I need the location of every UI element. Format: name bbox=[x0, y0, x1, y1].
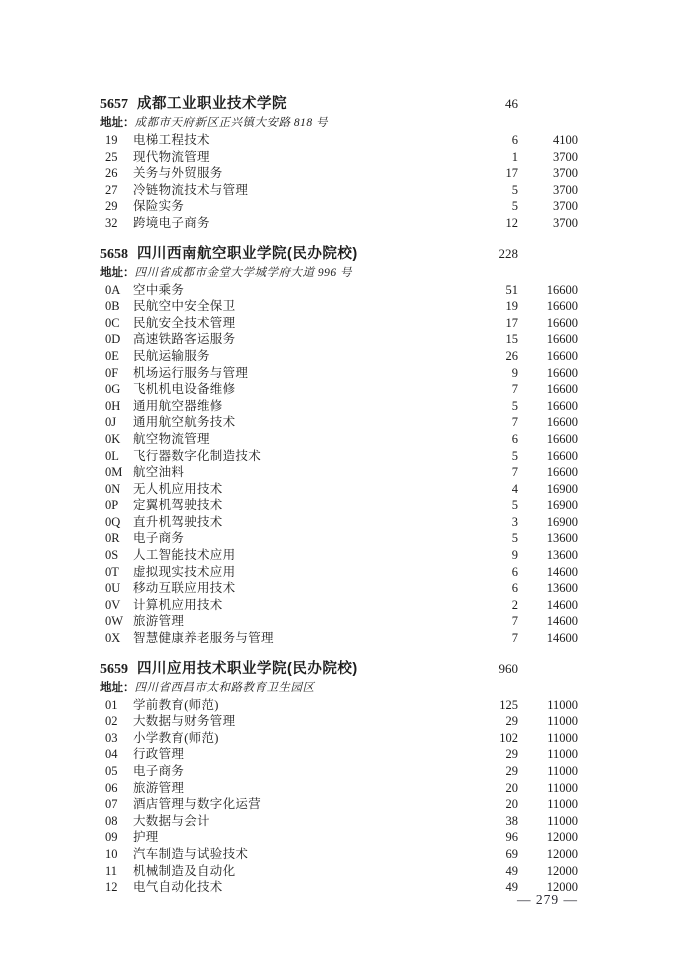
address-line bbox=[100, 265, 578, 282]
major-code: 0B bbox=[105, 299, 120, 314]
document-page bbox=[100, 94, 578, 908]
major-fee: 11000 bbox=[547, 780, 578, 795]
major-count: 7 bbox=[511, 465, 518, 480]
major-fee: 11000 bbox=[547, 747, 578, 762]
major-code: 0W bbox=[105, 614, 124, 629]
major-row bbox=[100, 514, 578, 531]
major-fee: 16600 bbox=[546, 282, 578, 297]
major-row bbox=[100, 630, 578, 647]
major-count: 29 bbox=[505, 764, 518, 778]
major-name: 航空油料 bbox=[133, 465, 185, 480]
major-code: 32 bbox=[105, 215, 118, 230]
major-count: 102 bbox=[499, 730, 518, 745]
major-row bbox=[100, 497, 578, 514]
address-label: 地址： bbox=[100, 117, 135, 129]
major-count: 5 bbox=[511, 398, 518, 413]
address-line bbox=[100, 115, 578, 132]
major-fee: 16600 bbox=[546, 332, 578, 347]
major-row bbox=[100, 149, 578, 166]
major-fee: 16600 bbox=[546, 382, 578, 397]
major-row bbox=[100, 315, 578, 332]
major-fee: 14600 bbox=[546, 597, 578, 612]
major-fee: 16900 bbox=[546, 481, 578, 496]
major-fee: 16600 bbox=[546, 315, 578, 330]
major-name: 计算机应用技术 bbox=[133, 597, 223, 612]
major-name: 定翼机驾驶技术 bbox=[133, 498, 223, 513]
major-code: 0V bbox=[105, 597, 121, 612]
major-fee: 14600 bbox=[546, 564, 578, 579]
major-row bbox=[100, 763, 578, 780]
major-code: 25 bbox=[105, 149, 118, 164]
major-count: 26 bbox=[505, 348, 518, 363]
major-row bbox=[100, 730, 578, 747]
major-code: 11 bbox=[105, 863, 118, 878]
major-row bbox=[100, 448, 578, 465]
major-count: 1 bbox=[511, 149, 518, 164]
major-code: 12 bbox=[105, 880, 118, 895]
section bbox=[100, 659, 578, 896]
major-name: 小学教育(师范) bbox=[133, 730, 219, 745]
major-count: 49 bbox=[505, 863, 518, 878]
major-fee: 3700 bbox=[553, 199, 578, 214]
major-code: 05 bbox=[105, 764, 118, 778]
major-fee: 11000 bbox=[547, 813, 578, 828]
major-fee: 4100 bbox=[553, 133, 578, 147]
major-code: 03 bbox=[105, 730, 118, 745]
major-count: 15 bbox=[505, 332, 518, 347]
major-row bbox=[100, 613, 578, 630]
major-fee: 14600 bbox=[546, 631, 578, 646]
major-count: 17 bbox=[505, 315, 518, 330]
major-row bbox=[100, 365, 578, 382]
major-row bbox=[100, 580, 578, 597]
section-name: 成都工业职业技术学院 bbox=[137, 96, 287, 112]
major-count: 6 bbox=[511, 431, 518, 446]
major-fee: 11000 bbox=[547, 797, 578, 812]
major-row bbox=[100, 431, 578, 448]
major-name: 无人机应用技术 bbox=[133, 481, 223, 496]
major-name: 学前教育(师范) bbox=[133, 697, 219, 712]
major-fee: 12000 bbox=[546, 830, 578, 845]
major-code: 29 bbox=[105, 199, 118, 214]
major-code: 01 bbox=[105, 697, 118, 712]
major-fee: 14600 bbox=[546, 614, 578, 629]
major-row bbox=[100, 713, 578, 730]
major-count: 7 bbox=[511, 614, 518, 629]
major-row bbox=[100, 381, 578, 398]
major-name: 民航运输服务 bbox=[133, 348, 210, 363]
major-fee: 16900 bbox=[546, 514, 578, 529]
major-fee: 12000 bbox=[546, 846, 578, 861]
major-name: 智慧健康养老服务与管理 bbox=[133, 631, 274, 646]
major-fee: 16900 bbox=[546, 498, 578, 513]
major-fee: 16600 bbox=[546, 348, 578, 363]
major-code: 0E bbox=[105, 348, 119, 363]
major-count: 7 bbox=[511, 382, 518, 397]
major-count: 3 bbox=[511, 514, 518, 529]
major-count: 4 bbox=[511, 481, 518, 496]
major-code: 07 bbox=[105, 797, 118, 812]
major-row bbox=[100, 331, 578, 348]
major-count: 7 bbox=[511, 631, 518, 646]
major-name: 护理 bbox=[133, 830, 159, 845]
major-count: 5 bbox=[511, 182, 518, 197]
major-code: 04 bbox=[105, 747, 118, 762]
major-name: 电子商务 bbox=[133, 764, 185, 778]
major-code: 0Q bbox=[105, 514, 121, 529]
major-name: 跨境电子商务 bbox=[133, 215, 210, 230]
section-total: 46 bbox=[505, 96, 518, 111]
major-name: 电子商务 bbox=[133, 531, 185, 546]
major-fee: 3700 bbox=[553, 166, 578, 181]
major-name: 现代物流管理 bbox=[133, 149, 210, 164]
major-row bbox=[100, 182, 578, 199]
major-count: 38 bbox=[505, 813, 518, 828]
major-name: 大数据与会计 bbox=[133, 813, 210, 828]
major-name: 大数据与财务管理 bbox=[133, 714, 236, 729]
major-row bbox=[100, 746, 578, 763]
major-row bbox=[100, 879, 578, 896]
major-code: 0R bbox=[105, 531, 120, 546]
major-count: 29 bbox=[505, 714, 518, 729]
major-name: 直升机驾驶技术 bbox=[133, 514, 223, 529]
major-code: 06 bbox=[105, 780, 118, 795]
major-count: 6 bbox=[511, 133, 518, 147]
major-row bbox=[100, 165, 578, 182]
major-count: 5 bbox=[511, 498, 518, 513]
major-count: 20 bbox=[505, 797, 518, 812]
major-fee: 12000 bbox=[546, 880, 578, 895]
major-count: 19 bbox=[505, 299, 518, 314]
major-row bbox=[100, 530, 578, 547]
major-name: 民航空中安全保卫 bbox=[133, 299, 236, 314]
major-row bbox=[100, 829, 578, 846]
major-row bbox=[100, 348, 578, 365]
major-fee: 16600 bbox=[546, 415, 578, 430]
major-row bbox=[100, 846, 578, 863]
major-count: 9 bbox=[511, 548, 518, 563]
major-row bbox=[100, 464, 578, 481]
major-code: 0X bbox=[105, 631, 121, 646]
major-count: 6 bbox=[511, 564, 518, 579]
major-count: 12 bbox=[505, 215, 518, 230]
section-total: 960 bbox=[498, 660, 518, 676]
section-total: 228 bbox=[498, 245, 518, 261]
major-name: 酒店管理与数字化运营 bbox=[133, 797, 262, 812]
major-fee: 16600 bbox=[546, 448, 578, 463]
major-row bbox=[100, 132, 578, 149]
major-code: 0P bbox=[105, 498, 119, 513]
major-name: 虚拟现实技术应用 bbox=[133, 564, 236, 579]
major-name: 飞行器数字化制造技术 bbox=[133, 448, 262, 463]
major-fee: 16600 bbox=[546, 299, 578, 314]
major-code: 0F bbox=[105, 365, 119, 380]
major-count: 17 bbox=[505, 166, 518, 181]
address-label: 地址： bbox=[100, 681, 135, 694]
major-fee: 11000 bbox=[547, 697, 578, 712]
major-code: 0T bbox=[105, 564, 119, 579]
major-name: 人工智能技术应用 bbox=[133, 548, 236, 563]
address-label: 地址： bbox=[100, 266, 135, 279]
major-row bbox=[100, 398, 578, 415]
major-row bbox=[100, 863, 578, 880]
major-name: 旅游管理 bbox=[133, 780, 185, 795]
major-count: 125 bbox=[499, 697, 518, 712]
major-code: 0J bbox=[105, 415, 117, 430]
major-row bbox=[100, 780, 578, 797]
major-count: 5 bbox=[511, 448, 518, 463]
major-name: 行政管理 bbox=[133, 747, 185, 762]
major-row bbox=[100, 697, 578, 714]
major-name: 高速铁路客运服务 bbox=[133, 332, 236, 347]
major-code: 0G bbox=[105, 382, 121, 397]
major-code: 0A bbox=[105, 282, 121, 297]
major-name: 旅游管理 bbox=[133, 614, 185, 629]
major-count: 6 bbox=[511, 581, 518, 596]
major-code: 09 bbox=[105, 830, 118, 845]
major-name: 民航安全技术管理 bbox=[133, 315, 236, 330]
major-name: 机场运行服务与管理 bbox=[133, 365, 249, 380]
major-row bbox=[100, 298, 578, 315]
major-name: 空中乘务 bbox=[133, 282, 185, 297]
address-text: 成都市天府新区正兴镇大安路 818 号 bbox=[134, 117, 328, 129]
major-count: 2 bbox=[511, 597, 518, 612]
major-name: 汽车制造与试验技术 bbox=[133, 846, 249, 861]
major-count: 49 bbox=[505, 880, 518, 895]
major-code: 0M bbox=[105, 465, 123, 480]
major-code: 27 bbox=[105, 182, 118, 197]
major-fee: 13600 bbox=[546, 531, 578, 546]
section-header bbox=[100, 244, 578, 265]
major-fee: 3700 bbox=[553, 149, 578, 164]
major-fee: 11000 bbox=[547, 714, 578, 729]
major-row bbox=[100, 597, 578, 614]
major-code: 26 bbox=[105, 166, 118, 181]
major-name: 通用航空器维修 bbox=[133, 398, 223, 413]
major-code: 0C bbox=[105, 315, 120, 330]
section bbox=[100, 244, 578, 647]
major-count: 29 bbox=[505, 747, 518, 762]
major-fee: 16600 bbox=[546, 398, 578, 413]
major-fee: 13600 bbox=[546, 548, 578, 563]
section-header bbox=[100, 94, 578, 115]
address-text: 四川省西昌市太和路教育卫生园区 bbox=[134, 681, 315, 694]
page-number: — 279 — bbox=[517, 892, 578, 907]
major-name: 电气自动化技术 bbox=[133, 880, 223, 895]
major-fee: 16600 bbox=[546, 465, 578, 480]
section-code: 5659 bbox=[100, 661, 128, 677]
section-code: 5657 bbox=[100, 97, 128, 112]
major-count: 96 bbox=[505, 830, 518, 845]
major-row bbox=[100, 215, 578, 232]
major-fee: 16600 bbox=[546, 365, 578, 380]
major-row bbox=[100, 813, 578, 830]
major-count: 5 bbox=[511, 531, 518, 546]
major-code: 0D bbox=[105, 332, 121, 347]
major-name: 航空物流管理 bbox=[133, 431, 210, 446]
major-code: 02 bbox=[105, 714, 118, 729]
major-row bbox=[100, 796, 578, 813]
major-fee: 3700 bbox=[553, 215, 578, 230]
major-count: 20 bbox=[505, 780, 518, 795]
major-code: 08 bbox=[105, 813, 118, 828]
major-count: 9 bbox=[511, 365, 518, 380]
major-fee: 13600 bbox=[546, 581, 578, 596]
major-row bbox=[100, 282, 578, 299]
major-count: 69 bbox=[505, 846, 518, 861]
major-code: 0S bbox=[105, 548, 119, 563]
major-row bbox=[100, 547, 578, 564]
major-count: 7 bbox=[511, 415, 518, 430]
major-fee: 12000 bbox=[546, 863, 578, 878]
major-name: 飞机机电设备维修 bbox=[133, 382, 236, 397]
major-name: 冷链物流技术与管理 bbox=[133, 182, 249, 197]
major-code: 19 bbox=[105, 133, 118, 147]
major-name: 关务与外贸服务 bbox=[133, 166, 223, 181]
major-code: 0H bbox=[105, 398, 121, 413]
section-header bbox=[100, 659, 578, 680]
major-count: 51 bbox=[505, 282, 518, 297]
major-code: 0U bbox=[105, 581, 121, 596]
major-row bbox=[100, 198, 578, 215]
major-fee: 11000 bbox=[547, 764, 578, 778]
section-code: 5658 bbox=[100, 246, 128, 262]
major-code: 0K bbox=[105, 431, 121, 446]
section-name: 四川应用技术职业学院(民办院校) bbox=[137, 660, 358, 677]
major-fee: 16600 bbox=[546, 431, 578, 446]
major-name: 机械制造及自动化 bbox=[133, 863, 236, 878]
major-count: 5 bbox=[511, 199, 518, 214]
major-fee: 11000 bbox=[547, 730, 578, 745]
major-name: 通用航空航务技术 bbox=[133, 415, 236, 430]
major-name: 移动互联应用技术 bbox=[133, 581, 236, 596]
address-line bbox=[100, 680, 578, 697]
major-fee: 3700 bbox=[553, 182, 578, 197]
major-row bbox=[100, 414, 578, 431]
major-code: 10 bbox=[105, 846, 118, 861]
section bbox=[100, 94, 578, 232]
major-name: 保险实务 bbox=[133, 199, 185, 214]
major-row bbox=[100, 564, 578, 581]
address-text: 四川省成都市金堂大学城学府大道 996 号 bbox=[134, 266, 352, 279]
major-code: 0N bbox=[105, 481, 121, 496]
major-row bbox=[100, 481, 578, 498]
major-code: 0L bbox=[105, 448, 119, 463]
major-name: 电梯工程技术 bbox=[133, 133, 210, 147]
section-name: 四川西南航空职业学院(民办院校) bbox=[137, 245, 358, 262]
